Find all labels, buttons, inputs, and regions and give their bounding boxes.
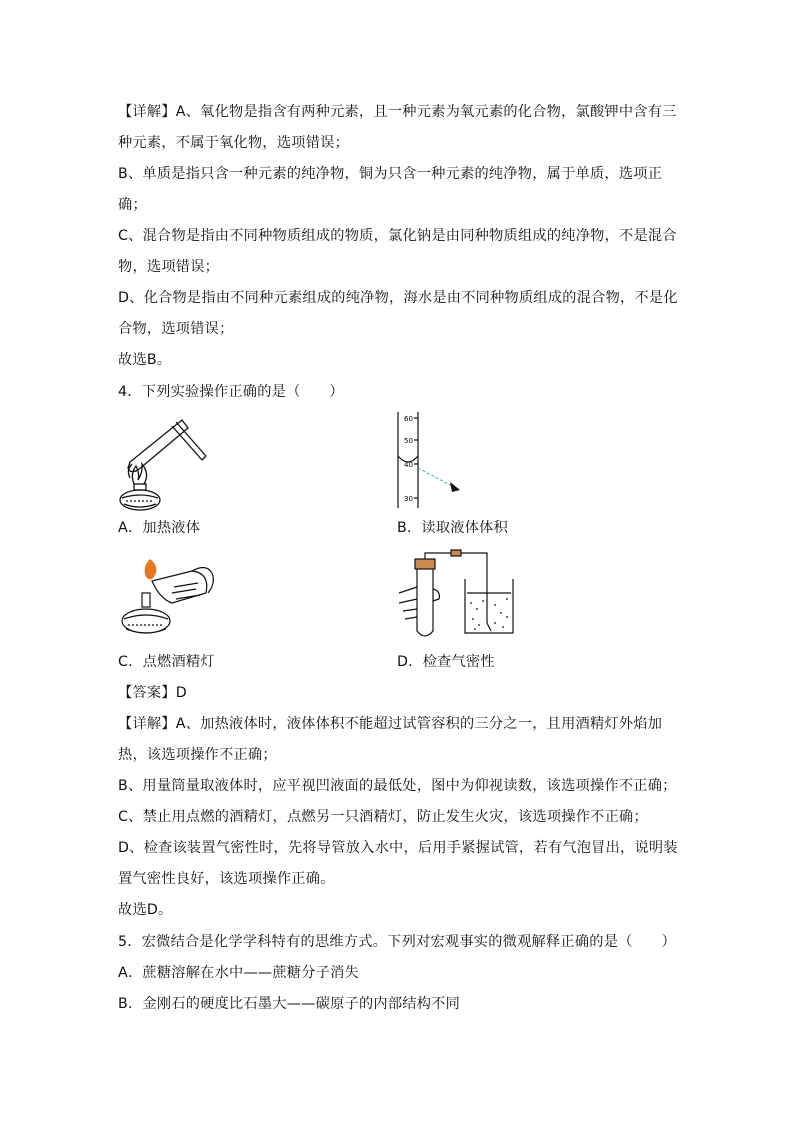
q4-detail-line-4: C、禁止用点燃的酒精灯，点燃另一只酒精灯，防止发生火灾，该选项操作不正确；	[118, 809, 648, 825]
tick-50: 50	[404, 437, 413, 445]
q5-stem: 5．宏微结合是化学学科特有的思维方式。下列对宏观事实的微观解释正确的是（ ）	[118, 934, 676, 950]
figure-lighting-lamp	[112, 553, 222, 641]
q4-detail-line-2: 热，该选项操作不正确；	[118, 747, 277, 763]
eye-icon	[450, 482, 460, 492]
q4-detail-line-5: D、检查该装置气密性时，先将导管放入水中，后用手紧握试管，若有气泡冒出，说明装	[118, 840, 678, 856]
q4-detail-line-3: B、用量筒量取液体时，应平视凹液面的最低处，图中为仰视读数，该选项操作不正确；	[118, 778, 677, 794]
q4-option-d: D．检查气密性	[397, 654, 495, 670]
q5-option-a: A．蔗糖溶解在水中——蔗糖分子消失	[118, 965, 359, 981]
q4-option-a: A．加热液体	[118, 520, 201, 536]
q3-detail-line-6: 物，选项错误；	[118, 259, 220, 275]
q3-detail-line-8: 合物，选项错误；	[118, 321, 234, 337]
tick-40: 40	[404, 461, 413, 469]
tick-60: 60	[404, 415, 413, 423]
q3-conclusion: 故选B。	[118, 352, 172, 368]
q3-detail-line-1: 【详解】A、氧化物是指含有两种元素，且一种元素为氧元素的化合物，氯酸钾中含有三	[118, 104, 677, 120]
q4-detail-line-1: 【详解】A、加热液体时，液体体积不能超过试管容积的三分之一，且用酒精灯外焰加	[118, 716, 663, 732]
q3-detail-line-3: B、单质是指只含一种元素的纯净物，铜为只含一种元素的纯净物，属于单质，选项正	[118, 166, 663, 182]
q3-detail-line-4: 确；	[118, 197, 147, 213]
tick-30: 30	[404, 495, 413, 503]
q4-conclusion: 故选D。	[118, 902, 173, 918]
q4-option-c: C．点燃酒精灯	[118, 654, 215, 670]
figure-reading-cylinder	[388, 410, 478, 510]
q4-stem: 4．下列实验操作正确的是（ ）	[118, 384, 344, 400]
figure-heating-liquid	[110, 412, 220, 512]
q5-option-b: B．金刚石的硬度比石墨大——碳原子的内部结构不同	[118, 996, 461, 1012]
q3-detail-line-5: C、混合物是指由不同种物质组成的物质，氯化钠是由同种物质组成的纯净物，不是混合	[118, 228, 677, 244]
q3-detail-line-2: 种元素，不属于氧化物，选项错误；	[118, 135, 350, 151]
figure-airtightness	[395, 553, 525, 641]
q4-option-b: B．读取液体体积	[397, 520, 509, 536]
q3-detail-line-7: D、化合物是指由不同种元素组成的纯净物，海水是由不同种物质组成的混合物，不是化	[118, 290, 678, 306]
q4-detail-line-6: 置气密性良好，该选项操作正确。	[118, 871, 335, 887]
q4-answer: 【答案】D	[118, 685, 187, 701]
